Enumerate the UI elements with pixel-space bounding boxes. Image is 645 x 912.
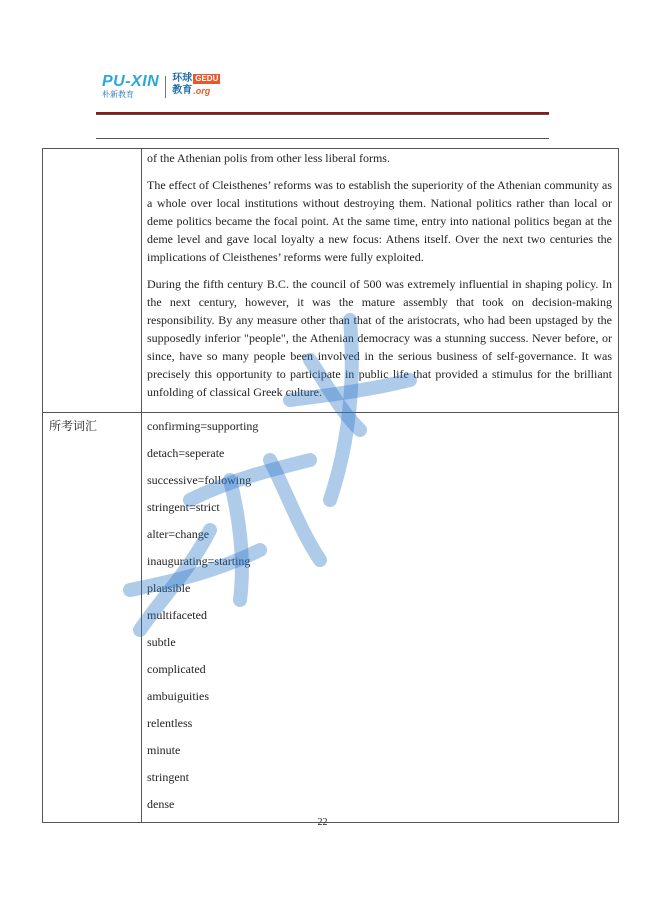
- puxin-logo: [102, 74, 159, 99]
- gedu-logo-badge: GEDU: [195, 74, 219, 83]
- puxin-logo-cn: 朴新教育: [102, 90, 134, 99]
- page-number: 22: [317, 817, 328, 828]
- gedu-logo-org: .org: [193, 85, 211, 96]
- header-rule-thin: [96, 138, 549, 139]
- puxin-logo-en: PU-XIN: [102, 73, 160, 90]
- vocab-item: stringent: [147, 770, 189, 784]
- passage-label-cell: [43, 149, 142, 413]
- header-rule-dark: [96, 114, 549, 115]
- gedu-logo: [172, 74, 220, 96]
- passage-text-cell: [142, 149, 619, 413]
- header-logo: [102, 74, 220, 100]
- vocab-item: minute: [147, 743, 181, 757]
- vocab-list: [142, 417, 618, 822]
- vocab-label: 所考词汇: [49, 419, 98, 433]
- vocab-item: plausible: [147, 581, 191, 595]
- vocab-label-cell: [43, 413, 142, 823]
- vocab-item: complicated: [147, 662, 206, 676]
- vocab-item: inaugurating=starting: [147, 554, 251, 568]
- vocab-item: relentless: [147, 716, 193, 730]
- passage-row: [43, 149, 619, 413]
- vocab-item: stringent=strict: [147, 500, 220, 514]
- vocab-item: alter=change: [147, 527, 210, 541]
- gedu-logo-cn1: 环球: [172, 73, 193, 84]
- vocab-item: subtle: [147, 635, 176, 649]
- logo-divider: [165, 76, 166, 98]
- vocab-list-cell: [142, 413, 619, 823]
- passage-paragraph-1: of the Athenian polis from other less liberal forms.: [147, 151, 390, 165]
- vocab-item: successive=following: [147, 473, 252, 487]
- passage-paragraph-3: During the fifth century B.C. the council of 500 was extremely influential in shaping policy. In the next century, however, it was the mature assembly that took on decision-making responsibility. By any measure other than that of the aristocrats, who had been upstaged by the supposedly inferior "people", the Athenian democracy was a stunning success. Never before, or since, have so many people been involved in the serious business of self-governance. It was precisely this opportunity to participate in public life that provided a stimulus for the brilliant unfolding of classical Greek culture.: [147, 277, 612, 399]
- vocab-item: multifaceted: [147, 608, 207, 622]
- passage-paragraph-2: The effect of Cleisthenes’ reforms was to establish the superiority of the Athenian community as a whole over local institutions without destroying them. National politics rather than local or deme politics became the focal point. At the same time, entry into national politics began at the deme level and gave local loyalty a new focus: Athens itself. Over the next two centuries the implications of Cleisthenes’ reforms were fully exploited.: [147, 178, 612, 264]
- content-table: [42, 148, 619, 823]
- vocab-item: confirming=supporting: [147, 419, 259, 433]
- vocab-row: [43, 413, 619, 823]
- vocab-item: dense: [147, 797, 175, 811]
- vocab-item: detach=seperate: [147, 446, 225, 460]
- gedu-logo-cn2: 教育: [172, 85, 193, 96]
- vocab-item: ambuiguities: [147, 689, 209, 703]
